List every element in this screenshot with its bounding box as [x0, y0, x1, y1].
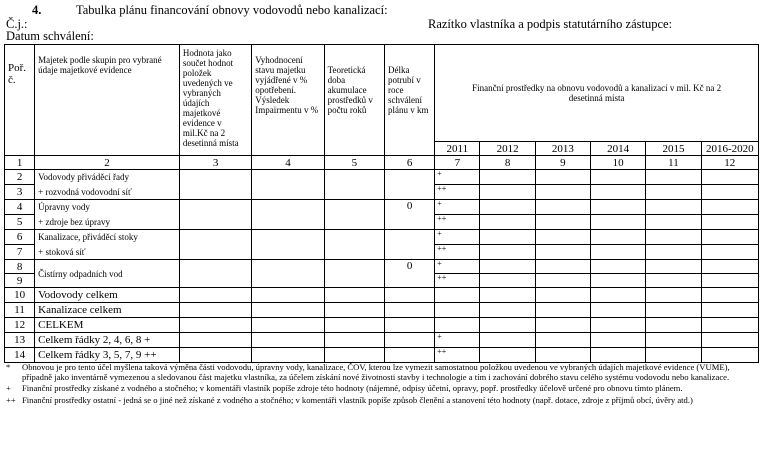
plus-mark: + [435, 260, 480, 274]
value-cell [535, 185, 590, 200]
row-number: 8 [5, 260, 35, 274]
header-asset-group: Majetek podle skupin pro vybrané údaje majetkové evidence [35, 45, 180, 156]
heading-title: Tabulka plánu financování obnovy vodovodů nebo kanalizací: [76, 3, 388, 17]
stamp-signature-label: Razítko vlastníka a podpis statutárního zástupce: [428, 17, 673, 31]
table-row [5, 303, 759, 318]
value-cell [252, 230, 324, 260]
row-label: + stoková síť [35, 245, 180, 260]
value-cell [701, 215, 758, 230]
plusplus-mark: ++ [435, 348, 480, 363]
row-label: Vodovody přiváděcí řady [35, 170, 180, 185]
header-wear: Vyhodnocení stavu majetku vyjádřené v % opotřebení. Výsledek Impairmentu v % [252, 45, 324, 156]
value-cell [591, 260, 646, 274]
value-cell [701, 274, 758, 288]
financing-plan-table [4, 44, 759, 363]
column-number: 6 [384, 156, 434, 170]
value-cell [252, 260, 324, 288]
footnote [4, 395, 756, 405]
value-cell [480, 200, 535, 215]
column-number: 7 [435, 156, 480, 170]
value-cell [646, 170, 701, 185]
value-cell [535, 260, 590, 274]
column-number: 3 [179, 156, 251, 170]
table-row [5, 318, 759, 333]
value-cell [480, 185, 535, 200]
value-cell [646, 230, 701, 245]
plusplus-mark: ++ [435, 245, 480, 260]
footnote-mark: * [6, 362, 11, 372]
row-number: 10 [5, 288, 35, 303]
summary-label: Celkem řádky 2, 4, 6, 8 + [35, 333, 180, 348]
value-cell [591, 245, 646, 260]
value-cell [535, 170, 590, 185]
footnote [4, 383, 756, 393]
column-number: 1 [5, 156, 35, 170]
value-cell [179, 230, 251, 260]
value-cell [701, 245, 758, 260]
plus-mark: + [435, 200, 480, 215]
pipe-length-value: 0 [384, 260, 434, 288]
row-label: Úpravny vody [35, 200, 180, 215]
value-cell [324, 200, 384, 230]
column-number: 10 [591, 156, 646, 170]
table-row [5, 230, 759, 245]
plusplus-mark: ++ [435, 274, 480, 288]
value-cell [179, 200, 251, 230]
row-number: 13 [5, 333, 35, 348]
value-cell [646, 260, 701, 274]
value-cell [480, 260, 535, 274]
row-number: 5 [5, 215, 35, 230]
header-por: Poř. č. [5, 45, 35, 156]
table-row [5, 288, 759, 303]
value-cell [591, 215, 646, 230]
header-finance: Finanční prostředky na obnovu vodovodů a kanalizací v mil. Kč na 2 desetinná místa [435, 45, 759, 142]
value-cell [591, 230, 646, 245]
value-cell [535, 215, 590, 230]
reference-number-label: Č.j.: [6, 17, 28, 31]
value-cell [535, 230, 590, 245]
row-label: Čistírny odpadních vod [35, 260, 180, 288]
value-cell [591, 185, 646, 200]
column-number: 8 [480, 156, 535, 170]
value-cell [535, 274, 590, 288]
value-cell [324, 260, 384, 288]
value-cell [480, 170, 535, 185]
value-cell [480, 215, 535, 230]
value-cell [701, 260, 758, 274]
summary-label: Celkem řádky 3, 5, 7, 9 ++ [35, 348, 180, 363]
row-number: 3 [5, 185, 35, 200]
heading-number: 4. [32, 3, 42, 17]
year-2013: 2013 [535, 142, 590, 156]
row-number: 2 [5, 170, 35, 185]
row-number: 7 [5, 245, 35, 260]
column-number: 4 [252, 156, 324, 170]
plusplus-mark: ++ [435, 215, 480, 230]
column-number: 5 [324, 156, 384, 170]
footnotes [4, 362, 756, 406]
row-number: 12 [5, 318, 35, 333]
year-2015: 2015 [646, 142, 701, 156]
value-cell [646, 185, 701, 200]
row-number: 11 [5, 303, 35, 318]
value-cell [646, 274, 701, 288]
row-label: + rozvodná vodovodní síť [35, 185, 180, 200]
value-cell [252, 170, 324, 200]
column-number-row [5, 156, 759, 170]
summary-label: Vodovody celkem [35, 288, 180, 303]
value-cell [591, 274, 646, 288]
table-row [5, 260, 759, 274]
summary-label: CELKEM [35, 318, 180, 333]
column-number: 12 [701, 156, 758, 170]
header-accumulation: Teoretická doba akumulace prostředků v počtu roků [324, 45, 384, 156]
footnote-text: Finanční prostředky ostatní - jedná se o jiné než získané z vodného a stočného; v komentáři vlastník popíše způsob členění a stanovení této hodnoty (např. dotace, zdroje z příjmů obcí, úvěry atd.) [22, 394, 693, 405]
value-cell [646, 200, 701, 215]
header-sum-value: Hodnota jako součet hodnot položek uvedených ve vybraných údajích majetkové evidence v mil.Kč na 2 desetinná místa [179, 45, 251, 156]
value-cell [252, 200, 324, 230]
footnote [4, 362, 756, 382]
value-cell [701, 230, 758, 245]
table-row [5, 348, 759, 363]
column-number: 11 [646, 156, 701, 170]
value-cell [535, 200, 590, 215]
value-cell [324, 170, 384, 200]
pipe-length-value: 0 [384, 200, 434, 230]
value-cell [179, 260, 251, 288]
column-number: 2 [35, 156, 180, 170]
value-cell [701, 185, 758, 200]
row-number: 6 [5, 230, 35, 245]
plus-mark: + [435, 230, 480, 245]
pipe-length-value [384, 230, 434, 260]
pipe-length-value [384, 170, 434, 200]
footnote-text: Obnovou je pro tento účel myšlena taková výměna části vodovodu, úpravny vody, kanalizace, ČOV, kterou lze vymezit samostatnou položkou uvedenou ve vybraných údajích majetkové evidence (VUME), případně jako inventárně vymezenou a sledovanou část majetku vlastníka, za účelem získání nové životnosti stavby i technologie a tím i zachování dobrého stavu celého systému vodovodu nebo kanalizace. [22, 362, 730, 383]
value-cell [701, 200, 758, 215]
plus-mark: + [435, 333, 480, 348]
value-cell [324, 230, 384, 260]
approval-date-label: Datum schválení: [6, 29, 94, 43]
value-cell [480, 245, 535, 260]
header-pipe-length: Délka potrubí v roce schválení plánu v km [384, 45, 434, 156]
year-2011: 2011 [435, 142, 480, 156]
row-number: 4 [5, 200, 35, 215]
value-cell [591, 200, 646, 215]
row-number: 14 [5, 348, 35, 363]
plusplus-mark: ++ [435, 185, 480, 200]
year-2016-2020: 2016-2020 [701, 142, 758, 156]
value-cell [701, 170, 758, 185]
value-cell [535, 245, 590, 260]
value-cell [480, 230, 535, 245]
value-cell [591, 170, 646, 185]
year-2014: 2014 [591, 142, 646, 156]
table-row [5, 200, 759, 215]
value-cell [646, 245, 701, 260]
value-cell [646, 215, 701, 230]
plus-mark: + [435, 170, 480, 185]
table-row [5, 170, 759, 185]
year-2012: 2012 [480, 142, 535, 156]
document-heading [32, 3, 388, 18]
table-row [5, 333, 759, 348]
row-label: + zdroje bez úpravy [35, 215, 180, 230]
value-cell [179, 170, 251, 200]
summary-label: Kanalizace celkem [35, 303, 180, 318]
value-cell [480, 274, 535, 288]
row-number: 9 [5, 274, 35, 288]
column-number: 9 [535, 156, 590, 170]
footnote-text: Finanční prostředky získané z vodného a stočného; v komentáři vlastník popíše zdroje této hodnoty (nájemné, odpisy účetní, opravy, popř. prostředky účelově určené pro obnovu tímto plánem. [22, 383, 683, 394]
footnote-mark: + [6, 383, 11, 394]
footnote-mark: ++ [6, 394, 16, 405]
row-label: Kanalizace, přiváděcí stoky [35, 230, 180, 245]
